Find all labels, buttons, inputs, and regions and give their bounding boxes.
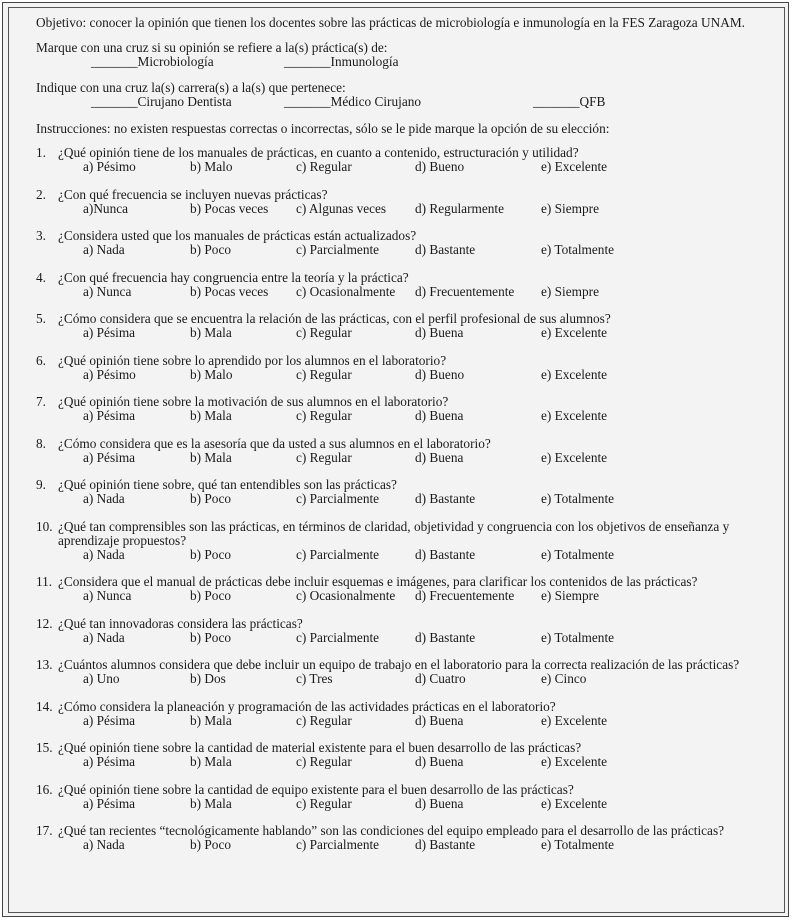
answer-option[interactable]: d) Bueno	[415, 366, 465, 382]
question-item	[36, 188, 781, 216]
answer-options	[83, 368, 781, 382]
answer-options	[83, 589, 781, 603]
answer-option[interactable]: c) Ocasionalmente	[296, 588, 396, 603]
option-cirujano-dentista[interactable]: _______Cirujano Dentista	[91, 94, 232, 109]
answer-option[interactable]: c) Parcialmente	[296, 629, 380, 645]
question-number: 13.	[36, 657, 53, 672]
answer-option[interactable]: d) Bastante	[415, 837, 476, 852]
answer-option[interactable]: c) Regular	[296, 366, 352, 382]
question-number: 2.	[36, 186, 46, 202]
answer-option[interactable]: d) Buena	[415, 325, 464, 340]
answer-option[interactable]: e) Excelente	[541, 325, 608, 340]
answer-options	[83, 672, 781, 686]
answer-option[interactable]: c) Regular	[296, 408, 352, 423]
answer-option[interactable]: b) Pocas veces	[190, 283, 269, 299]
answer-option[interactable]: d) Cuatro	[415, 671, 466, 686]
option-inmunologia[interactable]: _______Inmunología	[284, 54, 399, 69]
answer-option[interactable]: a) Nada	[83, 629, 125, 645]
question-text: ¿Cómo considera la planeación y programación de las actividades prácticas en el laboratorio?	[58, 698, 556, 714]
answer-option[interactable]: d) Bastante	[415, 491, 476, 506]
answer-option[interactable]: c) Tres	[296, 671, 333, 686]
answer-option[interactable]: b) Mala	[190, 325, 232, 340]
answer-option[interactable]: a) Pésimo	[83, 159, 136, 174]
answer-option[interactable]: b) Malo	[190, 159, 233, 174]
answer-option[interactable]: d) Bueno	[415, 159, 465, 174]
answer-option[interactable]: e) Totalmente	[541, 546, 615, 562]
answer-option[interactable]: b) Mala	[190, 712, 232, 728]
question-text: ¿Cómo considera que se encuentra la relación de las prácticas, con el perfil profesional de sus alumnos?	[58, 311, 611, 326]
question-number: 8.	[36, 435, 46, 451]
answer-option[interactable]: e) Cinco	[541, 671, 587, 686]
question-item	[36, 741, 781, 769]
answer-option[interactable]: c) Regular	[296, 795, 352, 811]
question-text: ¿Considera que el manual de prácticas debe incluir esquemas e imágenes, para clarificar los contenidos de las prácticas?	[58, 574, 698, 589]
answer-options	[83, 160, 781, 174]
question-item	[36, 354, 781, 382]
answer-option[interactable]: a) Pésima	[83, 754, 136, 769]
answer-option[interactable]: e) Excelente	[541, 712, 608, 728]
answer-option[interactable]: d) Buena	[415, 449, 464, 465]
answer-option[interactable]: d) Buena	[415, 795, 464, 811]
answer-option[interactable]: a) Pésima	[83, 449, 136, 465]
question-item	[36, 658, 781, 686]
question-number: 14.	[36, 698, 53, 714]
question-text: ¿Qué opinión tiene sobre, qué tan entendibles son las prácticas?	[58, 477, 397, 492]
question-number: 6.	[36, 352, 46, 368]
question-item	[36, 146, 781, 174]
questionnaire-content	[36, 16, 781, 866]
question-item	[36, 478, 781, 506]
answer-option[interactable]: b) Mala	[190, 754, 232, 769]
answer-option[interactable]: d) Buena	[415, 408, 464, 423]
answer-option[interactable]: d) Buena	[415, 712, 464, 728]
question-item	[36, 437, 781, 465]
answer-option[interactable]: d) Bastante	[415, 629, 476, 645]
question-number: 3.	[36, 228, 46, 243]
question-item	[36, 575, 781, 603]
question-number: 4.	[36, 269, 46, 285]
question-text: ¿Cuántos alumnos considera que debe incluir un equipo de trabajo en el laboratorio para la correcta realización de las prácticas?	[58, 657, 740, 672]
answer-option[interactable]: e) Excelente	[541, 408, 608, 423]
question-item	[36, 312, 781, 340]
answer-option[interactable]: e) Totalmente	[541, 242, 615, 257]
question-number: 11.	[36, 574, 53, 589]
answer-option[interactable]: b) Poco	[190, 491, 231, 506]
question-text: ¿Qué opinión tiene sobre la motivación de sus alumnos en el laboratorio?	[58, 394, 449, 409]
answer-option[interactable]: a) Uno	[83, 671, 120, 686]
question-number: 1.	[36, 145, 46, 160]
outer-frame	[2, 2, 789, 917]
question-text: ¿Con qué frecuencia hay congruencia entre la teoría y la práctica?	[58, 269, 409, 285]
answer-option[interactable]: b) Mala	[190, 449, 232, 465]
question-text: ¿Con qué frecuencia se incluyen nuevas prácticas?	[58, 186, 328, 202]
career-options	[36, 95, 781, 109]
answer-option[interactable]: a) Nunca	[83, 283, 132, 299]
question-item	[36, 617, 781, 645]
answer-option[interactable]: d) Buena	[415, 754, 464, 769]
answer-option[interactable]: a)Nunca	[83, 200, 129, 216]
answer-option[interactable]: e) Siempre	[541, 283, 599, 299]
question-text: ¿Qué tan comprensibles son las prácticas, en términos de claridad, objetividad y congruencia con los objetivos de enseñanza y aprendizaje propuestos?	[58, 518, 730, 548]
question-number: 7.	[36, 394, 46, 409]
question-list	[36, 146, 781, 852]
option-medico-cirujano[interactable]: _______Médico Cirujano	[284, 94, 422, 109]
answer-options	[83, 285, 781, 299]
answer-option[interactable]: a) Pésimo	[83, 366, 136, 382]
mark-practice-text: Marque con una cruz si su opinión se refiere a la(s) práctica(s) de:	[36, 40, 388, 55]
answer-option[interactable]: d) Regularmente	[415, 200, 504, 216]
questionnaire-box	[8, 7, 785, 913]
answer-option[interactable]: c) Algunas veces	[296, 200, 387, 216]
answer-options	[83, 451, 781, 465]
question-text: ¿Qué tan recientes “tecnológicamente hablando” son las condiciones del equipo empleado para el desarrollo de las prácticas?	[58, 823, 725, 838]
answer-options	[83, 797, 781, 811]
answer-options	[83, 714, 781, 728]
question-item	[36, 824, 781, 852]
answer-option[interactable]: b) Mala	[190, 408, 232, 423]
question-item	[36, 395, 781, 423]
answer-option[interactable]: a) Pésima	[83, 795, 136, 811]
answer-option[interactable]: b) Pocas veces	[190, 200, 269, 216]
answer-options	[83, 548, 781, 562]
answer-option[interactable]: e) Totalmente	[541, 491, 615, 506]
answer-option[interactable]: c) Regular	[296, 159, 352, 174]
answer-option[interactable]: d) Bastante	[415, 546, 476, 562]
answer-options	[83, 409, 781, 423]
question-number: 10.	[36, 518, 53, 534]
answer-option[interactable]: d) Bastante	[415, 242, 476, 257]
answer-option[interactable]: a) Nada	[83, 546, 125, 562]
answer-option[interactable]: c) Regular	[296, 449, 352, 465]
question-text: ¿Considera usted que los manuales de prácticas están actualizados?	[58, 228, 417, 243]
answer-option[interactable]: c) Parcialmente	[296, 837, 380, 852]
answer-option[interactable]: d) Frecuentemente	[415, 283, 515, 299]
answer-options	[83, 326, 781, 340]
answer-options	[83, 631, 781, 645]
answer-option[interactable]: e) Excelente	[541, 449, 608, 465]
answer-option[interactable]: a) Nunca	[83, 588, 132, 603]
question-item	[36, 783, 781, 811]
mark-career-text: Indique con una cruz la(s) carrera(s) a la(s) que pertenece:	[36, 80, 346, 95]
answer-option[interactable]: b) Poco	[190, 242, 231, 257]
answer-options	[83, 202, 781, 216]
answer-option[interactable]: e) Totalmente	[541, 629, 615, 645]
question-number: 5.	[36, 311, 46, 326]
answer-option[interactable]: c) Ocasionalmente	[296, 283, 396, 299]
answer-option[interactable]: a) Pésima	[83, 408, 136, 423]
option-microbiologia[interactable]: _______Microbiología	[91, 54, 214, 69]
question-text: ¿Qué opinión tiene sobre la cantidad de material existente para el buen desarrollo de las prácticas?	[58, 740, 582, 755]
question-text: ¿Qué opinión tiene de los manuales de prácticas, en cuanto a contenido, estructuración y utilidad?	[58, 145, 579, 160]
answer-option[interactable]: e) Excelente	[541, 754, 608, 769]
answer-option[interactable]: e) Excelente	[541, 159, 608, 174]
instructions-text: Instrucciones: no existen respuestas correctas o incorrectas, sólo se le pide marque la opción de su elección:	[36, 121, 610, 136]
answer-option[interactable]: e) Excelente	[541, 366, 608, 382]
answer-option[interactable]: e) Siempre	[541, 200, 599, 216]
answer-option[interactable]: c) Parcialmente	[296, 546, 380, 562]
practice-options	[36, 55, 781, 69]
answer-option[interactable]: b) Poco	[190, 588, 231, 603]
answer-options	[83, 492, 781, 506]
question-item	[36, 520, 781, 562]
answer-option[interactable]: a) Nada	[83, 837, 125, 852]
answer-option[interactable]: b) Poco	[190, 837, 231, 852]
answer-options	[83, 243, 781, 257]
question-item	[36, 229, 781, 257]
answer-option[interactable]: e) Excelente	[541, 795, 608, 811]
answer-option[interactable]: c) Parcialmente	[296, 491, 380, 506]
question-item	[36, 271, 781, 299]
answer-options	[83, 838, 781, 852]
answer-option[interactable]: c) Regular	[296, 712, 352, 728]
question-text: ¿Qué tan innovadoras considera las prácticas?	[58, 615, 303, 631]
answer-option[interactable]: a) Pésima	[83, 712, 136, 728]
question-text: ¿Qué opinión tiene sobre lo aprendido por los alumnos en el laboratorio?	[58, 352, 447, 368]
answer-option[interactable]: b) Poco	[190, 546, 231, 562]
answer-option[interactable]: d) Frecuentemente	[415, 588, 515, 603]
question-number: 15.	[36, 740, 53, 755]
answer-option[interactable]: a) Nada	[83, 491, 125, 506]
question-number: 17.	[36, 823, 53, 838]
answer-option[interactable]: b) Mala	[190, 795, 232, 811]
option-qfb[interactable]: _______QFB	[533, 94, 606, 109]
question-text: ¿Qué opinión tiene sobre la cantidad de equipo existente para el buen desarrollo de las prácticas?	[58, 781, 574, 797]
answer-option[interactable]: b) Poco	[190, 629, 231, 645]
answer-option[interactable]: c) Regular	[296, 754, 352, 769]
question-text: ¿Cómo considera que es la asesoría que da usted a sus alumnos en el laboratorio?	[58, 435, 491, 451]
answer-option[interactable]: c) Regular	[296, 325, 352, 340]
question-number: 12.	[36, 615, 53, 631]
answer-option[interactable]: c) Parcialmente	[296, 242, 380, 257]
answer-options	[83, 755, 781, 769]
question-number: 9.	[36, 477, 46, 492]
answer-option[interactable]: e) Totalmente	[541, 837, 615, 852]
answer-option[interactable]: a) Nada	[83, 242, 125, 257]
objective-text: Objetivo: conocer la opinión que tienen los docentes sobre las prácticas de microbiología e inmunología en la FES Zaragoza UNAM.	[36, 15, 745, 30]
question-item	[36, 700, 781, 728]
answer-option[interactable]: a) Pésima	[83, 325, 136, 340]
answer-option[interactable]: b) Dos	[190, 671, 226, 686]
answer-option[interactable]: e) Siempre	[541, 588, 599, 603]
question-number: 16.	[36, 781, 53, 797]
answer-option[interactable]: b) Malo	[190, 366, 233, 382]
